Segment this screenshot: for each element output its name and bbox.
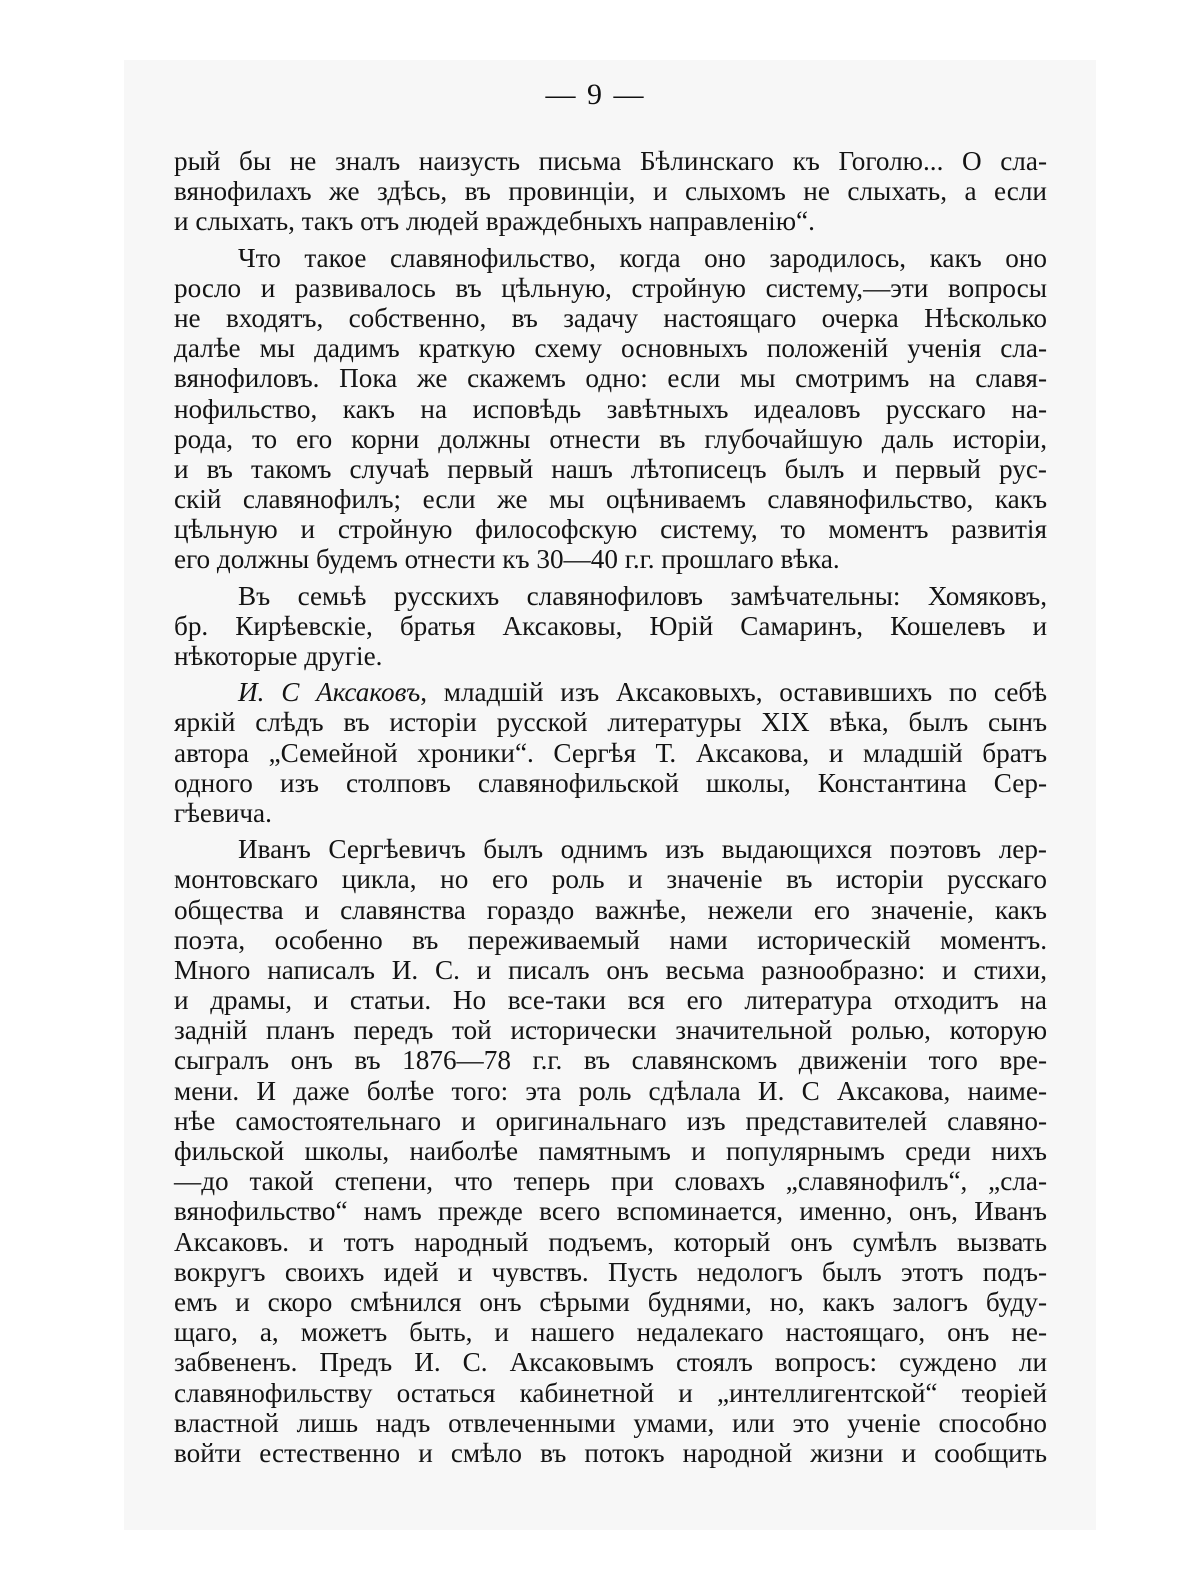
text-line: нѣе самостоятельнаго и оригинальнаго изъ представителей славяно- bbox=[174, 1105, 1047, 1136]
text-line: Иванъ Сергѣевичъ былъ однимъ изъ выдающихся поэтовъ лер- bbox=[238, 834, 1047, 865]
text-line: бр. Кирѣевскіе, братья Аксаковы, Юрій Самаринъ, Кошелевъ и bbox=[174, 610, 1047, 641]
text-line: забвененъ. Предъ И. С. Аксаковымъ стоялъ вопросъ: суждено ли bbox=[174, 1347, 1047, 1378]
text-line: яркій слѣдъ въ исторіи русской литературы XIX вѣка, былъ сынъ bbox=[174, 707, 1047, 738]
text-line: мени. И даже болѣе того: эта роль сдѣлала И. С Аксакова, наиме- bbox=[174, 1075, 1047, 1106]
page-number: — 9 — bbox=[545, 78, 646, 111]
text-line: не входятъ, собственно, въ задачу настоящаго очерка Нѣсколько bbox=[174, 302, 1047, 333]
text-line: щаго, а, можетъ быть, и нашего недалекаго настоящаго, онъ не- bbox=[174, 1317, 1047, 1348]
text-line: монтовскаго цикла, но его роль и значеніе въ исторіи русскаго bbox=[174, 864, 1047, 895]
text-line: скій славянофилъ; если же мы оцѣниваемъ славянофильство, какъ bbox=[174, 484, 1047, 515]
text-line: нѣкоторые другіе. bbox=[174, 641, 383, 671]
person-name: И. С Аксаковъ bbox=[238, 677, 421, 708]
text-line: властной лишь надъ отвлеченными умами, или это ученіе способно bbox=[174, 1407, 1047, 1438]
text-line: вянофиловъ. Пока же скажемъ одно: если мы смотримъ на славя- bbox=[174, 363, 1047, 394]
text-line bbox=[174, 677, 1047, 707]
text-line: вянофилахъ же здѣсь, въ провинціи, и слыхомъ не слыхать, а если bbox=[174, 176, 1047, 207]
paragraph-4 bbox=[174, 677, 1047, 828]
text-line: рый бы не зналъ наизусть письма Бѣлинскаго къ Гоголю... О сла- bbox=[174, 146, 1047, 176]
text-line: рода, то его корни должны отнести въ глубочайшую даль исторіи, bbox=[174, 423, 1047, 454]
text-line: гѣевича. bbox=[174, 797, 272, 828]
text-line: одного изъ столповъ славянофильской школы, Константина Сер- bbox=[174, 767, 1047, 798]
text-line: и слыхать, такъ отъ людей враждебныхъ направленію“. bbox=[174, 206, 815, 237]
paragraph-1 bbox=[174, 146, 1047, 237]
text-line: емъ и скоро смѣнился онъ сѣрыми буднями, но, какъ залогъ буду- bbox=[174, 1286, 1047, 1317]
text-line: его должны будемъ отнести къ 30—40 г.г. прошлаго вѣка. bbox=[174, 544, 840, 575]
text-line: вянофильство“ намъ прежде всего вспоминается, именно, онъ, Иванъ bbox=[174, 1196, 1047, 1227]
text-line: поэта, особенно въ переживаемый нами историческій моментъ. bbox=[174, 924, 1047, 955]
text-line: общества и славянства гораздо важнѣе, нежели его значеніе, какъ bbox=[174, 894, 1047, 925]
text-line: нофильство, какъ на исповѣдь завѣтныхъ идеаловъ русскаго на- bbox=[174, 393, 1047, 424]
text-line: Въ семьѣ русскихъ славянофиловъ замѣчательны: Хомяковъ, bbox=[238, 580, 1047, 611]
text-line: —до такой степени, что теперь при словахъ „славянофилъ“, „сла- bbox=[174, 1166, 1047, 1197]
text-line: Много написалъ И. С. и писалъ онъ весьма разнообразно: и стихи, bbox=[174, 954, 1047, 985]
text-line: Аксаковъ. и тотъ народный подъемъ, который онъ сумѣлъ вызвать bbox=[174, 1226, 1047, 1257]
text-line: далѣе мы дадимъ краткую схему основныхъ положеній ученія сла- bbox=[174, 333, 1047, 364]
text-line: задній планъ передъ той исторически значительной ролью, которую bbox=[174, 1015, 1047, 1046]
text-line: и драмы, и статьи. Но все-таки вся его литература отходитъ на bbox=[174, 985, 1047, 1016]
text-line: сыгралъ онъ въ 1876—78 г.г. въ славянскомъ движеніи того вре- bbox=[174, 1045, 1047, 1076]
text-line: и въ такомъ случаѣ первый нашъ лѣтописецъ былъ и первый рус- bbox=[174, 453, 1047, 484]
body-text bbox=[174, 146, 1047, 1468]
paragraph-5 bbox=[174, 834, 1047, 1468]
text-line: славянофильству остаться кабинетной и „интеллигентской“ теоріей bbox=[174, 1377, 1047, 1408]
text-line: Что такое славянофильство, когда оно зародилось, какъ оно bbox=[238, 242, 1047, 273]
text-line: цѣльную и стройную философскую систему, то моментъ развитія bbox=[174, 514, 1047, 545]
paragraph-2 bbox=[174, 243, 1047, 575]
text-line: автора „Семейной хроники“. Сергѣя Т. Аксакова, и младшій братъ bbox=[174, 737, 1047, 768]
text-line: росло и развивалось въ цѣльную, стройную систему,—эти вопросы bbox=[174, 272, 1047, 303]
text-line: вокругъ своихъ идей и чувствъ. Пусть недологъ былъ этотъ подъ- bbox=[174, 1256, 1047, 1287]
text-line: фильской школы, наиболѣе памятнымъ и популярнымъ среди нихъ bbox=[174, 1136, 1047, 1166]
paragraph-3 bbox=[174, 581, 1047, 672]
text-line: войти естественно и смѣло въ потокъ народной жизни и сообщить bbox=[174, 1437, 1047, 1468]
text-run: , младшій изъ Аксаковыхъ, оставившихъ по себѣ bbox=[420, 677, 1047, 708]
